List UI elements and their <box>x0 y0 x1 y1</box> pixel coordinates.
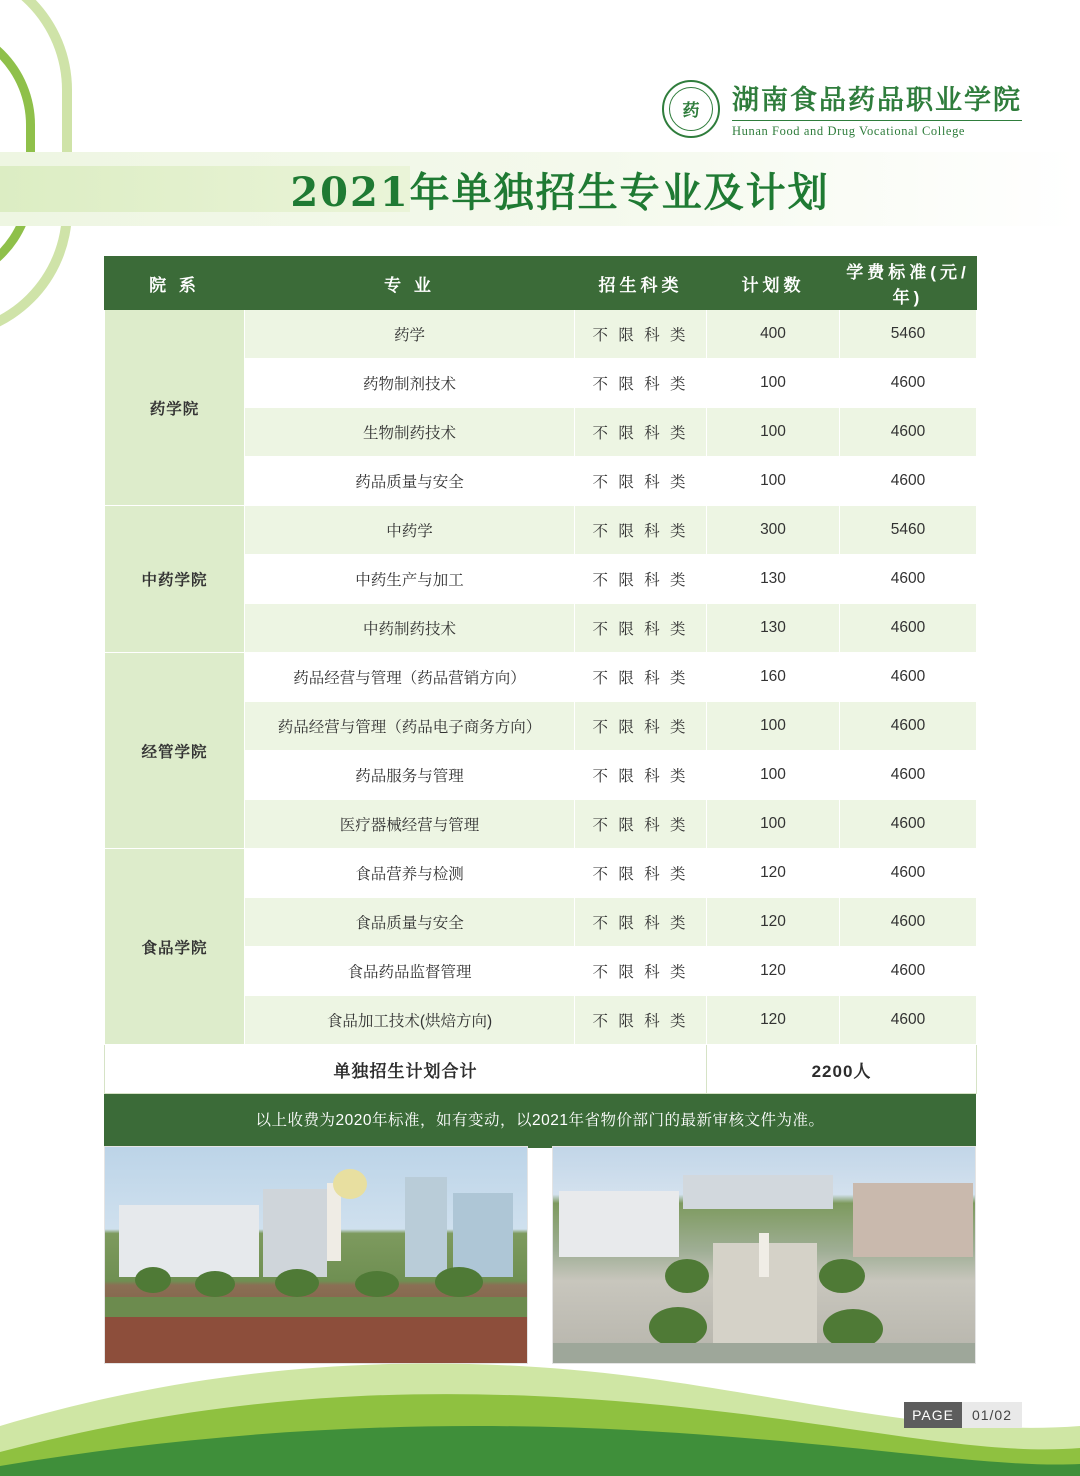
cell-department: 经管学院 <box>105 653 245 849</box>
cell-department: 药学院 <box>105 310 245 506</box>
cell-fee: 5460 <box>840 310 977 359</box>
cell-category: 不 限 科 类 <box>575 359 707 408</box>
total-value: 2200人 <box>707 1045 977 1094</box>
cell-category: 不 限 科 类 <box>575 653 707 702</box>
th-department: 院 系 <box>105 257 245 310</box>
admission-plan-table <box>104 256 977 1094</box>
cell-category: 不 限 科 类 <box>575 555 707 604</box>
cell-plan: 100 <box>707 457 840 506</box>
cell-plan: 300 <box>707 506 840 555</box>
table-total-row <box>105 1045 977 1094</box>
logo-text-block <box>732 78 1022 139</box>
th-tuition: 学费标准(元/年) <box>840 257 977 310</box>
cell-category: 不 限 科 类 <box>575 898 707 947</box>
admission-plan-table-wrap <box>104 256 976 1148</box>
table-row <box>105 653 977 702</box>
cell-category: 不 限 科 类 <box>575 604 707 653</box>
cell-major: 药品服务与管理 <box>245 751 575 800</box>
page-number-label: PAGE <box>904 1402 962 1428</box>
cell-department: 食品学院 <box>105 849 245 1045</box>
cell-department: 中药学院 <box>105 506 245 653</box>
page-number <box>904 1402 1022 1428</box>
cell-fee: 4600 <box>840 751 977 800</box>
cell-fee: 4600 <box>840 898 977 947</box>
cell-plan: 120 <box>707 898 840 947</box>
bottom-wave-decoration <box>0 1276 1080 1476</box>
cell-fee: 4600 <box>840 359 977 408</box>
th-category: 招生科类 <box>575 257 707 310</box>
cell-major: 中药生产与加工 <box>245 555 575 604</box>
th-major: 专 业 <box>245 257 575 310</box>
cell-major: 食品加工技术(烘焙方向) <box>245 996 575 1045</box>
table-row <box>105 310 977 359</box>
cell-major: 医疗器械经营与管理 <box>245 800 575 849</box>
cell-plan: 160 <box>707 653 840 702</box>
cell-fee: 5460 <box>840 506 977 555</box>
cell-plan: 120 <box>707 947 840 996</box>
cell-major: 中药学 <box>245 506 575 555</box>
seal-character: 药 <box>682 101 700 121</box>
cell-fee: 4600 <box>840 408 977 457</box>
cell-category: 不 限 科 类 <box>575 457 707 506</box>
table-row <box>105 849 977 898</box>
cell-major: 药学 <box>245 310 575 359</box>
cell-plan: 130 <box>707 604 840 653</box>
college-name-en: Hunan Food and Drug Vocational College <box>732 120 1022 139</box>
cell-plan: 100 <box>707 408 840 457</box>
fee-note: 以上收费为2020年标准，如有变动，以2021年省物价部门的最新审核文件为准。 <box>104 1094 976 1148</box>
cell-major: 药品经营与管理（药品电子商务方向） <box>245 702 575 751</box>
cell-major: 中药制药技术 <box>245 604 575 653</box>
cell-fee: 4600 <box>840 849 977 898</box>
cell-plan: 100 <box>707 751 840 800</box>
cell-fee: 4600 <box>840 555 977 604</box>
seal-icon <box>662 80 720 138</box>
cell-major: 食品营养与检测 <box>245 849 575 898</box>
college-name-cn: 湖南食品药品职业学院 <box>732 85 1022 116</box>
cell-plan: 100 <box>707 359 840 408</box>
cell-major: 食品质量与安全 <box>245 898 575 947</box>
cell-plan: 400 <box>707 310 840 359</box>
cell-fee: 4600 <box>840 702 977 751</box>
cell-category: 不 限 科 类 <box>575 702 707 751</box>
title-banner <box>0 152 1080 226</box>
table-header-row <box>105 257 977 310</box>
cell-plan: 100 <box>707 702 840 751</box>
table-row <box>105 506 977 555</box>
cell-plan: 120 <box>707 996 840 1045</box>
cell-plan: 120 <box>707 849 840 898</box>
cell-category: 不 限 科 类 <box>575 751 707 800</box>
cell-fee: 4600 <box>840 604 977 653</box>
cell-fee: 4600 <box>840 457 977 506</box>
cell-category: 不 限 科 类 <box>575 408 707 457</box>
page-title: 2021年单独招生专业及计划 <box>290 168 830 216</box>
cell-plan: 100 <box>707 800 840 849</box>
cell-major: 药品质量与安全 <box>245 457 575 506</box>
cell-major: 生物制药技术 <box>245 408 575 457</box>
cell-category: 不 限 科 类 <box>575 800 707 849</box>
total-label: 单独招生计划合计 <box>105 1045 707 1094</box>
cell-plan: 130 <box>707 555 840 604</box>
cell-major: 食品药品监督管理 <box>245 947 575 996</box>
cell-category: 不 限 科 类 <box>575 996 707 1045</box>
cell-fee: 4600 <box>840 947 977 996</box>
page-number-value: 01/02 <box>962 1402 1022 1428</box>
college-logo <box>662 78 1022 139</box>
cell-fee: 4600 <box>840 996 977 1045</box>
cell-fee: 4600 <box>840 653 977 702</box>
th-plan-count: 计划数 <box>707 257 840 310</box>
cell-major: 药物制剂技术 <box>245 359 575 408</box>
cell-category: 不 限 科 类 <box>575 947 707 996</box>
cell-category: 不 限 科 类 <box>575 310 707 359</box>
cell-category: 不 限 科 类 <box>575 506 707 555</box>
cell-major: 药品经营与管理（药品营销方向） <box>245 653 575 702</box>
cell-fee: 4600 <box>840 800 977 849</box>
cell-category: 不 限 科 类 <box>575 849 707 898</box>
